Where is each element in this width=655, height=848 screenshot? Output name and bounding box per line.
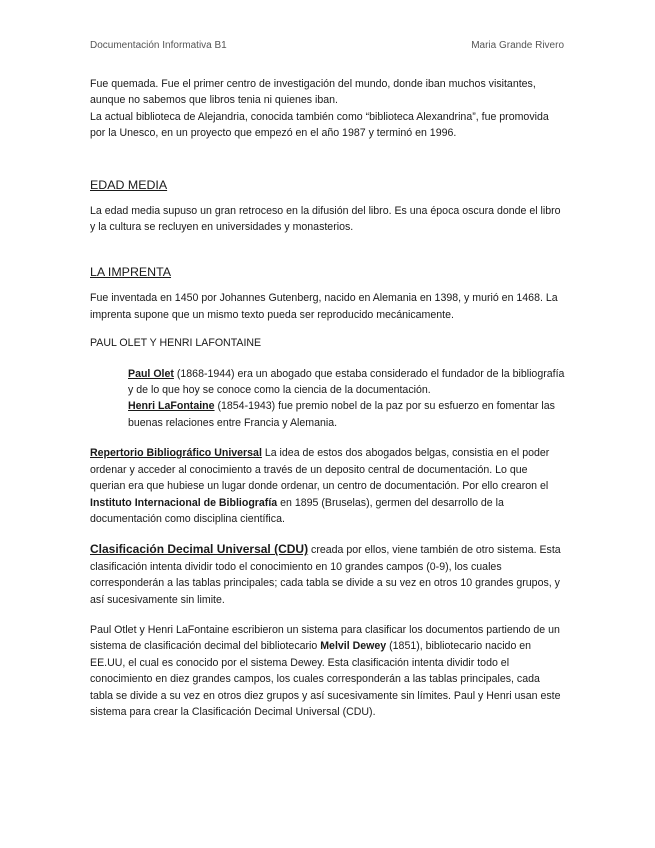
paragraph-dewey: [90, 622, 565, 720]
name-paul-olet: Paul Olet: [128, 367, 174, 380]
document-body: [90, 76, 565, 720]
header-author: Maria Grande Rivero: [471, 40, 564, 51]
paragraph-repertorio: [90, 445, 565, 527]
text-paul-olet: (1868-1944) era un abogado que estaba considerado el fundador de la bibliografía y de lo que hoy se conoce como la ciencia de la documentación.: [128, 367, 565, 397]
text-repertorio-1: La idea de estos dos abogados belgas, consistia en el poder ordenar y acceder al conocimiento a través de un deposito central de documentación. Lo que querian era que hubiese un lugar donde ordenar, un centro de documentación. Por ello crearon el: [90, 447, 550, 493]
text-cdu: creada por ellos, viene también de otro sistema. Esta clasificación intenta dividir todo el conocimiento en 10 grandes campos (0-9), los cuales corresponderán a las tablas principales; cada tabla se divide a su vez en otros 10 grandes grupos, y así sucesivamente sin limite.: [90, 544, 561, 606]
paragraph-henri-lafontaine: [128, 398, 565, 431]
paragraph-alejandria-2: La actual biblioteca de Alejandria, conocida también como “biblioteca Alexandrina”, fue promovida por la Unesco, en un proyecto que empezó en el año 1987 y terminó en 1996.: [90, 110, 549, 140]
text-dewey-2: (1851), bibliotecario nacido en EE.UU, el cual es conocido por el sistema Dewey. Esta clasificación intenta dividir todo el conocimiento en diez grandes campos, los cuales corresponderán a las tablas principales, cada tabla se divide a su vez en otros diez grupos y así sucesivamente sin límites. Paul y Henri usan este sistema para crear la Clasificación Decimal Universal (CDU).: [90, 640, 561, 718]
paragraph-paul-olet: [128, 366, 565, 399]
name-henri-lafontaine: Henri LaFontaine: [128, 400, 215, 413]
heading-imprenta: LA IMPRENTA: [90, 265, 172, 280]
title-repertorio: Repertorio Bibliográfico Universal: [90, 447, 262, 460]
heading-otlet-lafontaine: PAUL OLET Y HENRI LAFONTAINE: [90, 337, 262, 350]
text-repertorio-2: en 1895 (Bruselas), germen del desarrollo de la documentación como disciplina científica.: [90, 496, 504, 525]
paragraph-imprenta: Fue inventada en 1450 por Johannes Gutenberg, nacido en Alemania en 1398, y murió en 1468. La imprenta supone que un mismo texto pueda ser reproducido mecánicamente.: [90, 292, 558, 321]
paragraph-alejandria-1: Fue quemada. Fue el primer centro de investigación del mundo, donde iban muchos visitantes, aunque no sabemos que libros tenia ni quienes iban.: [90, 78, 536, 107]
heading-edad-media: EDAD MEDIA: [90, 177, 168, 192]
text-dewey-1: Paul Otlet y Henri LaFontaine escribieron un sistema para clasificar los documentos partiendo de un sistema de clasificación decimal del bibliotecario: [90, 623, 560, 653]
name-melvil-dewey: Melvil Dewey: [320, 640, 387, 653]
paragraph-cdu: [90, 541, 565, 608]
header-course: Documentación Informativa B1: [90, 40, 227, 51]
instituto-bibliografia: Instituto Internacional de Bibliografía: [90, 496, 278, 509]
paragraph-edad-media: La edad media supuso un gran retroceso en la difusión del libro. Es una época oscura donde el libro y la cultura se recluyen en universidades y monasterios.: [90, 204, 561, 234]
otlet-lafontaine-block: [90, 366, 565, 432]
text-henri-lafontaine: (1854-1943) fue premio nobel de la paz por su esfuerzo en fomentar las buenas relaciones entre Francia y Alemania.: [128, 400, 555, 429]
title-cdu: Clasificación Decimal Universal (CDU): [90, 542, 309, 557]
